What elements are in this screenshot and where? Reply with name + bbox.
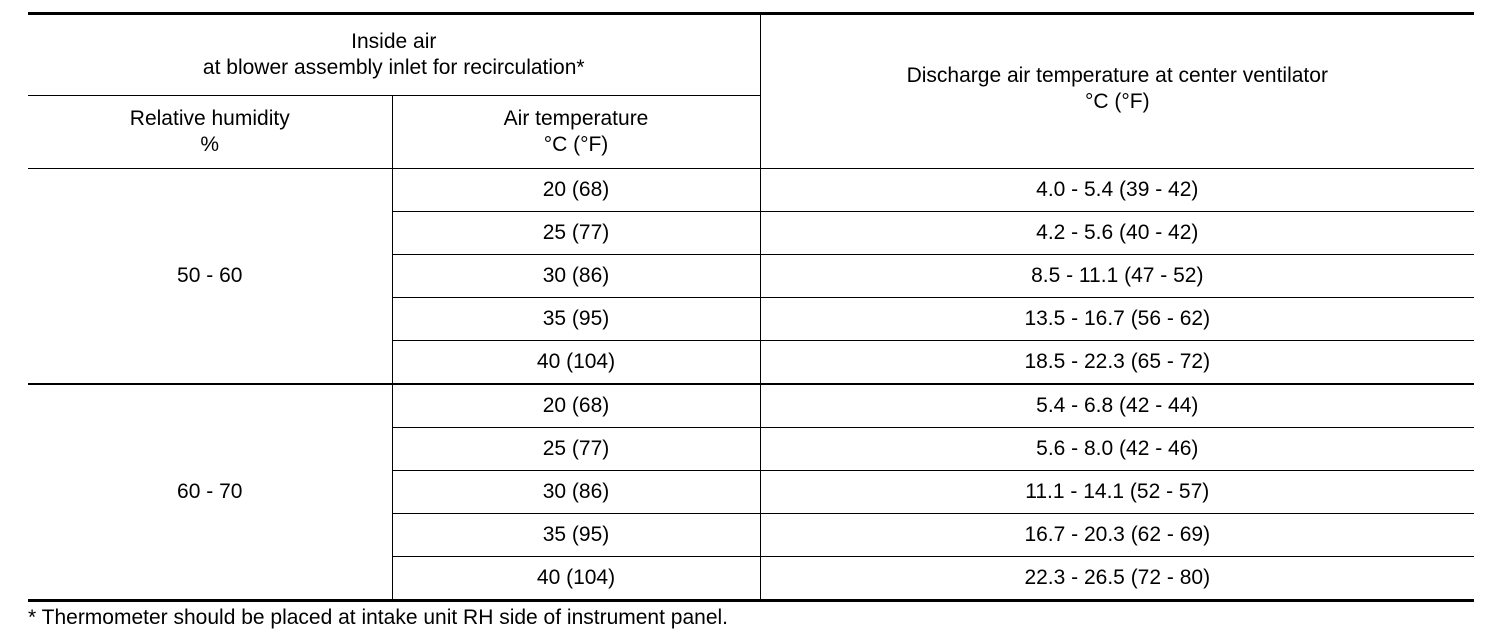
humidity-line1: Relative humidity [129,107,290,130]
inside-air-header [28,14,760,96]
discharge-cell: 4.2 - 5.6 (40 - 42) [760,212,1474,255]
table-row [28,384,1474,428]
air-temp-cell: 40 (104) [392,557,760,601]
discharge-cell: 16.7 - 20.3 (62 - 69) [760,514,1474,557]
discharge-cell: 18.5 - 22.3 (65 - 72) [760,341,1474,385]
discharge-cell: 4.0 - 5.4 (39 - 42) [760,169,1474,212]
air-temp-cell: 25 (77) [392,212,760,255]
discharge-line2: °C (°F) [1084,89,1150,113]
discharge-cell: 11.1 - 14.1 (52 - 57) [760,471,1474,514]
discharge-cell: 13.5 - 16.7 (56 - 62) [760,298,1474,341]
humidity-cell: 50 - 60 [28,169,392,385]
air-temp-cell: 35 (95) [392,298,760,341]
humidity-line2: % [200,133,220,156]
air-temp-cell: 30 (86) [392,471,760,514]
discharge-cell: 5.6 - 8.0 (42 - 46) [760,428,1474,471]
air-temp-header [392,96,760,169]
air-temp-line1: Air temperature [503,107,649,130]
discharge-line1: Discharge air temperature at center ventilator [906,63,1328,87]
table-row [28,169,1474,212]
discharge-cell: 5.4 - 6.8 (42 - 44) [760,384,1474,428]
spec-table [28,12,1474,602]
air-temp-cell: 25 (77) [392,428,760,471]
air-temp-cell: 20 (68) [392,169,760,212]
air-temp-cell: 35 (95) [392,514,760,557]
header-row-1 [28,14,1474,96]
spec-table-container [28,12,1474,631]
air-temp-cell: 30 (86) [392,255,760,298]
inside-air-line2: at blower assembly inlet for recirculation* [202,56,585,79]
humidity-header [28,96,392,169]
footnote: * Thermometer should be placed at intake unit RH side of instrument panel. [28,606,728,629]
discharge-header [760,14,1474,169]
humidity-cell: 60 - 70 [28,384,392,601]
inside-air-line1: Inside air [351,30,437,53]
air-temp-cell: 40 (104) [392,341,760,385]
air-temp-cell: 20 (68) [392,384,760,428]
discharge-cell: 8.5 - 11.1 (47 - 52) [760,255,1474,298]
discharge-cell: 22.3 - 26.5 (72 - 80) [760,557,1474,601]
air-temp-line2: °C (°F) [543,133,609,156]
